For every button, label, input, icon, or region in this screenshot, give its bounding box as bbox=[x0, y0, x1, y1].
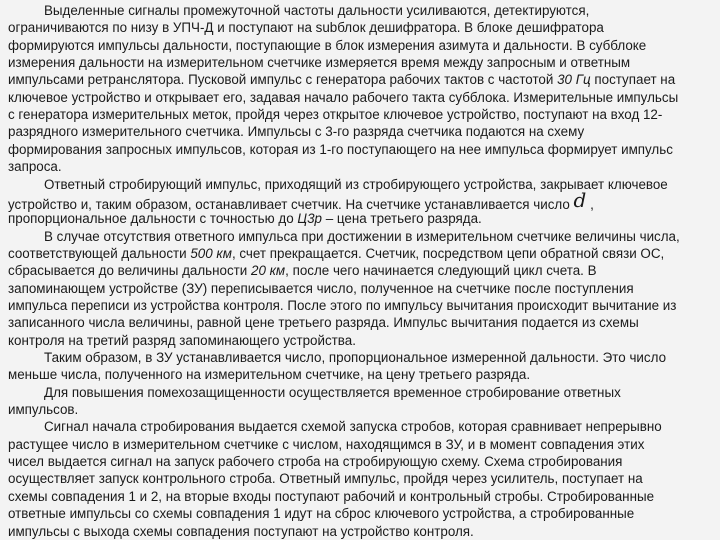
text-line bbox=[8, 488, 654, 506]
paragraph-first-line bbox=[44, 228, 680, 246]
text-run: запоминающем устройстве (ЗУ) переписывается число, полученное на счетчике после поступления bbox=[8, 280, 634, 296]
emphasized-term: 20 км bbox=[251, 263, 286, 279]
text-line bbox=[8, 280, 634, 298]
paragraph-first-line bbox=[44, 2, 589, 20]
text-run: Для повышения помехозащищенности осуществляется временное стробирование ответных bbox=[44, 384, 621, 400]
text-run: измерения дальности на измерительном счетчике измеряется время между запросным и ответным bbox=[8, 55, 631, 71]
text-line bbox=[8, 332, 356, 350]
text-line bbox=[8, 89, 678, 107]
text-run: разрядного измерительного счетчика. Импульсы с 3-го разряда счетчика подаются на схему bbox=[8, 124, 585, 140]
text-run: , после чего начинается следующий цикл счета. В bbox=[285, 263, 597, 279]
text-run: Ответный стробирующий импульс, приходящий из стробирующего устройства, закрывает ключевое bbox=[44, 176, 668, 192]
text-line bbox=[8, 453, 622, 471]
text-line bbox=[8, 210, 482, 228]
text-run: – цена третьего разряда. bbox=[322, 211, 482, 227]
text-run: импульсов. bbox=[8, 402, 79, 418]
emphasized-term: 500 км bbox=[190, 245, 232, 261]
text-run: импульса переписи из устройства контроля. После этого по импульсу вычитания происходит вычитание из bbox=[8, 297, 677, 313]
text-line bbox=[8, 314, 639, 332]
text-run: чисел выдается сигнал на запуск рабочего строба на стробирующую схему. Схема стробирования bbox=[8, 454, 623, 470]
text-line bbox=[8, 37, 646, 55]
paragraph-first-line bbox=[44, 349, 666, 367]
emphasized-term: Ц3р bbox=[297, 211, 323, 227]
text-run: контроля на третий разряд запоминающего устройства. bbox=[8, 332, 356, 348]
text-line bbox=[8, 505, 634, 523]
text-line bbox=[8, 245, 664, 263]
text-run: меньше числа, полученного на измерительном счетчике, на цену третьего разряда. bbox=[8, 367, 531, 383]
text-line bbox=[8, 158, 62, 176]
text-run: , bbox=[586, 196, 594, 212]
text-line bbox=[8, 19, 604, 37]
text-run: В случае отсутствия ответного импульса при достижении в измерительном счетчике величины числа, bbox=[44, 228, 680, 244]
text-line bbox=[8, 106, 662, 124]
emphasized-term: 30 Гц bbox=[557, 72, 591, 88]
text-run: ключевое устройство и открывает его, задавая начало рабочего такта субблока. Измерительные импульсы bbox=[8, 89, 679, 105]
text-run: соответствующей дальности bbox=[8, 245, 191, 261]
text-run: формируются импульсы дальности, поступающие в блок измерения азимута и дальности. В субблоке bbox=[8, 37, 647, 53]
text-line bbox=[8, 436, 644, 454]
text-run: схемы совпадения 1 и 2, на вторые входы поступают рабочий и контрольный стробы. Стробированные bbox=[8, 488, 655, 504]
text-line bbox=[8, 141, 673, 159]
text-run: Выделенные сигналы промежуточной частоты дальности усиливаются, детектируются, bbox=[44, 3, 590, 18]
text-run: Сигнал начала стробирования выдается схемой запуска стробов, которая сравнивает непрерывно bbox=[44, 419, 662, 435]
text-run: устройство и, таким образом, останавливает счетчик. На счетчике устанавливается число bbox=[8, 196, 574, 212]
text-run: импульсы с выхода схемы совпадения поступают на устройство контроля. bbox=[8, 523, 474, 539]
text-run: поступает на bbox=[590, 72, 676, 88]
text-line bbox=[8, 297, 676, 315]
text-line bbox=[8, 401, 78, 419]
text-run: осуществляет запуск контрольного строба. Ответный импульс, пройдя через усилитель, поступает на bbox=[8, 471, 643, 487]
text-line bbox=[8, 262, 597, 280]
text-run: сбрасывается до величины дальности bbox=[8, 263, 251, 279]
text-line bbox=[8, 366, 530, 384]
text-run: импульсами ретранслятора. Пусковой импульс с генератора рабочих тактов с частотой bbox=[8, 72, 558, 88]
text-run: , счет прекращается. Счетчик, посредством цепи обратной связи ОС, bbox=[231, 245, 665, 261]
text-line bbox=[8, 187, 594, 212]
text-run: Таким образом, в ЗУ устанавливается число, пропорциональное измеренной дальности. Это число bbox=[44, 350, 667, 365]
text-run: ограничиваются по низу в УПЧ-Д и поступают на subблок дешифратора. В блоке дешифратора bbox=[8, 20, 604, 36]
text-run: записанного числа величины, равной цене третьего разряда. Импульс вычитания подается из схемы bbox=[8, 315, 639, 331]
text-line bbox=[8, 470, 643, 488]
text-run: с генератора измерительных меток, пройдя через открытое ключевое устройство, поступают на вход 12- bbox=[8, 107, 663, 123]
text-run: ответные импульсы со схемы совпадения 1 идут на сброс ключевого устройства, а стробированные bbox=[8, 506, 635, 522]
paragraph-first-line bbox=[44, 384, 621, 402]
paragraph-first-line bbox=[44, 418, 662, 436]
text-line bbox=[8, 123, 584, 141]
text-line bbox=[8, 54, 630, 72]
text-line bbox=[8, 71, 675, 89]
text-run: запроса. bbox=[8, 159, 62, 175]
text-run: растущее число в измерительном счетчике с числом, находящимся в ЗУ, и в момент совпадения этих bbox=[8, 436, 645, 452]
text-line bbox=[8, 523, 474, 540]
text-run: пропорциональное дальности с точностью до bbox=[8, 211, 298, 227]
text-run: формирования запросных импульсов, которая из 1-го поступающего на нее импульса формирует импульс bbox=[8, 141, 673, 157]
emphasized-term: d bbox=[573, 187, 587, 212]
